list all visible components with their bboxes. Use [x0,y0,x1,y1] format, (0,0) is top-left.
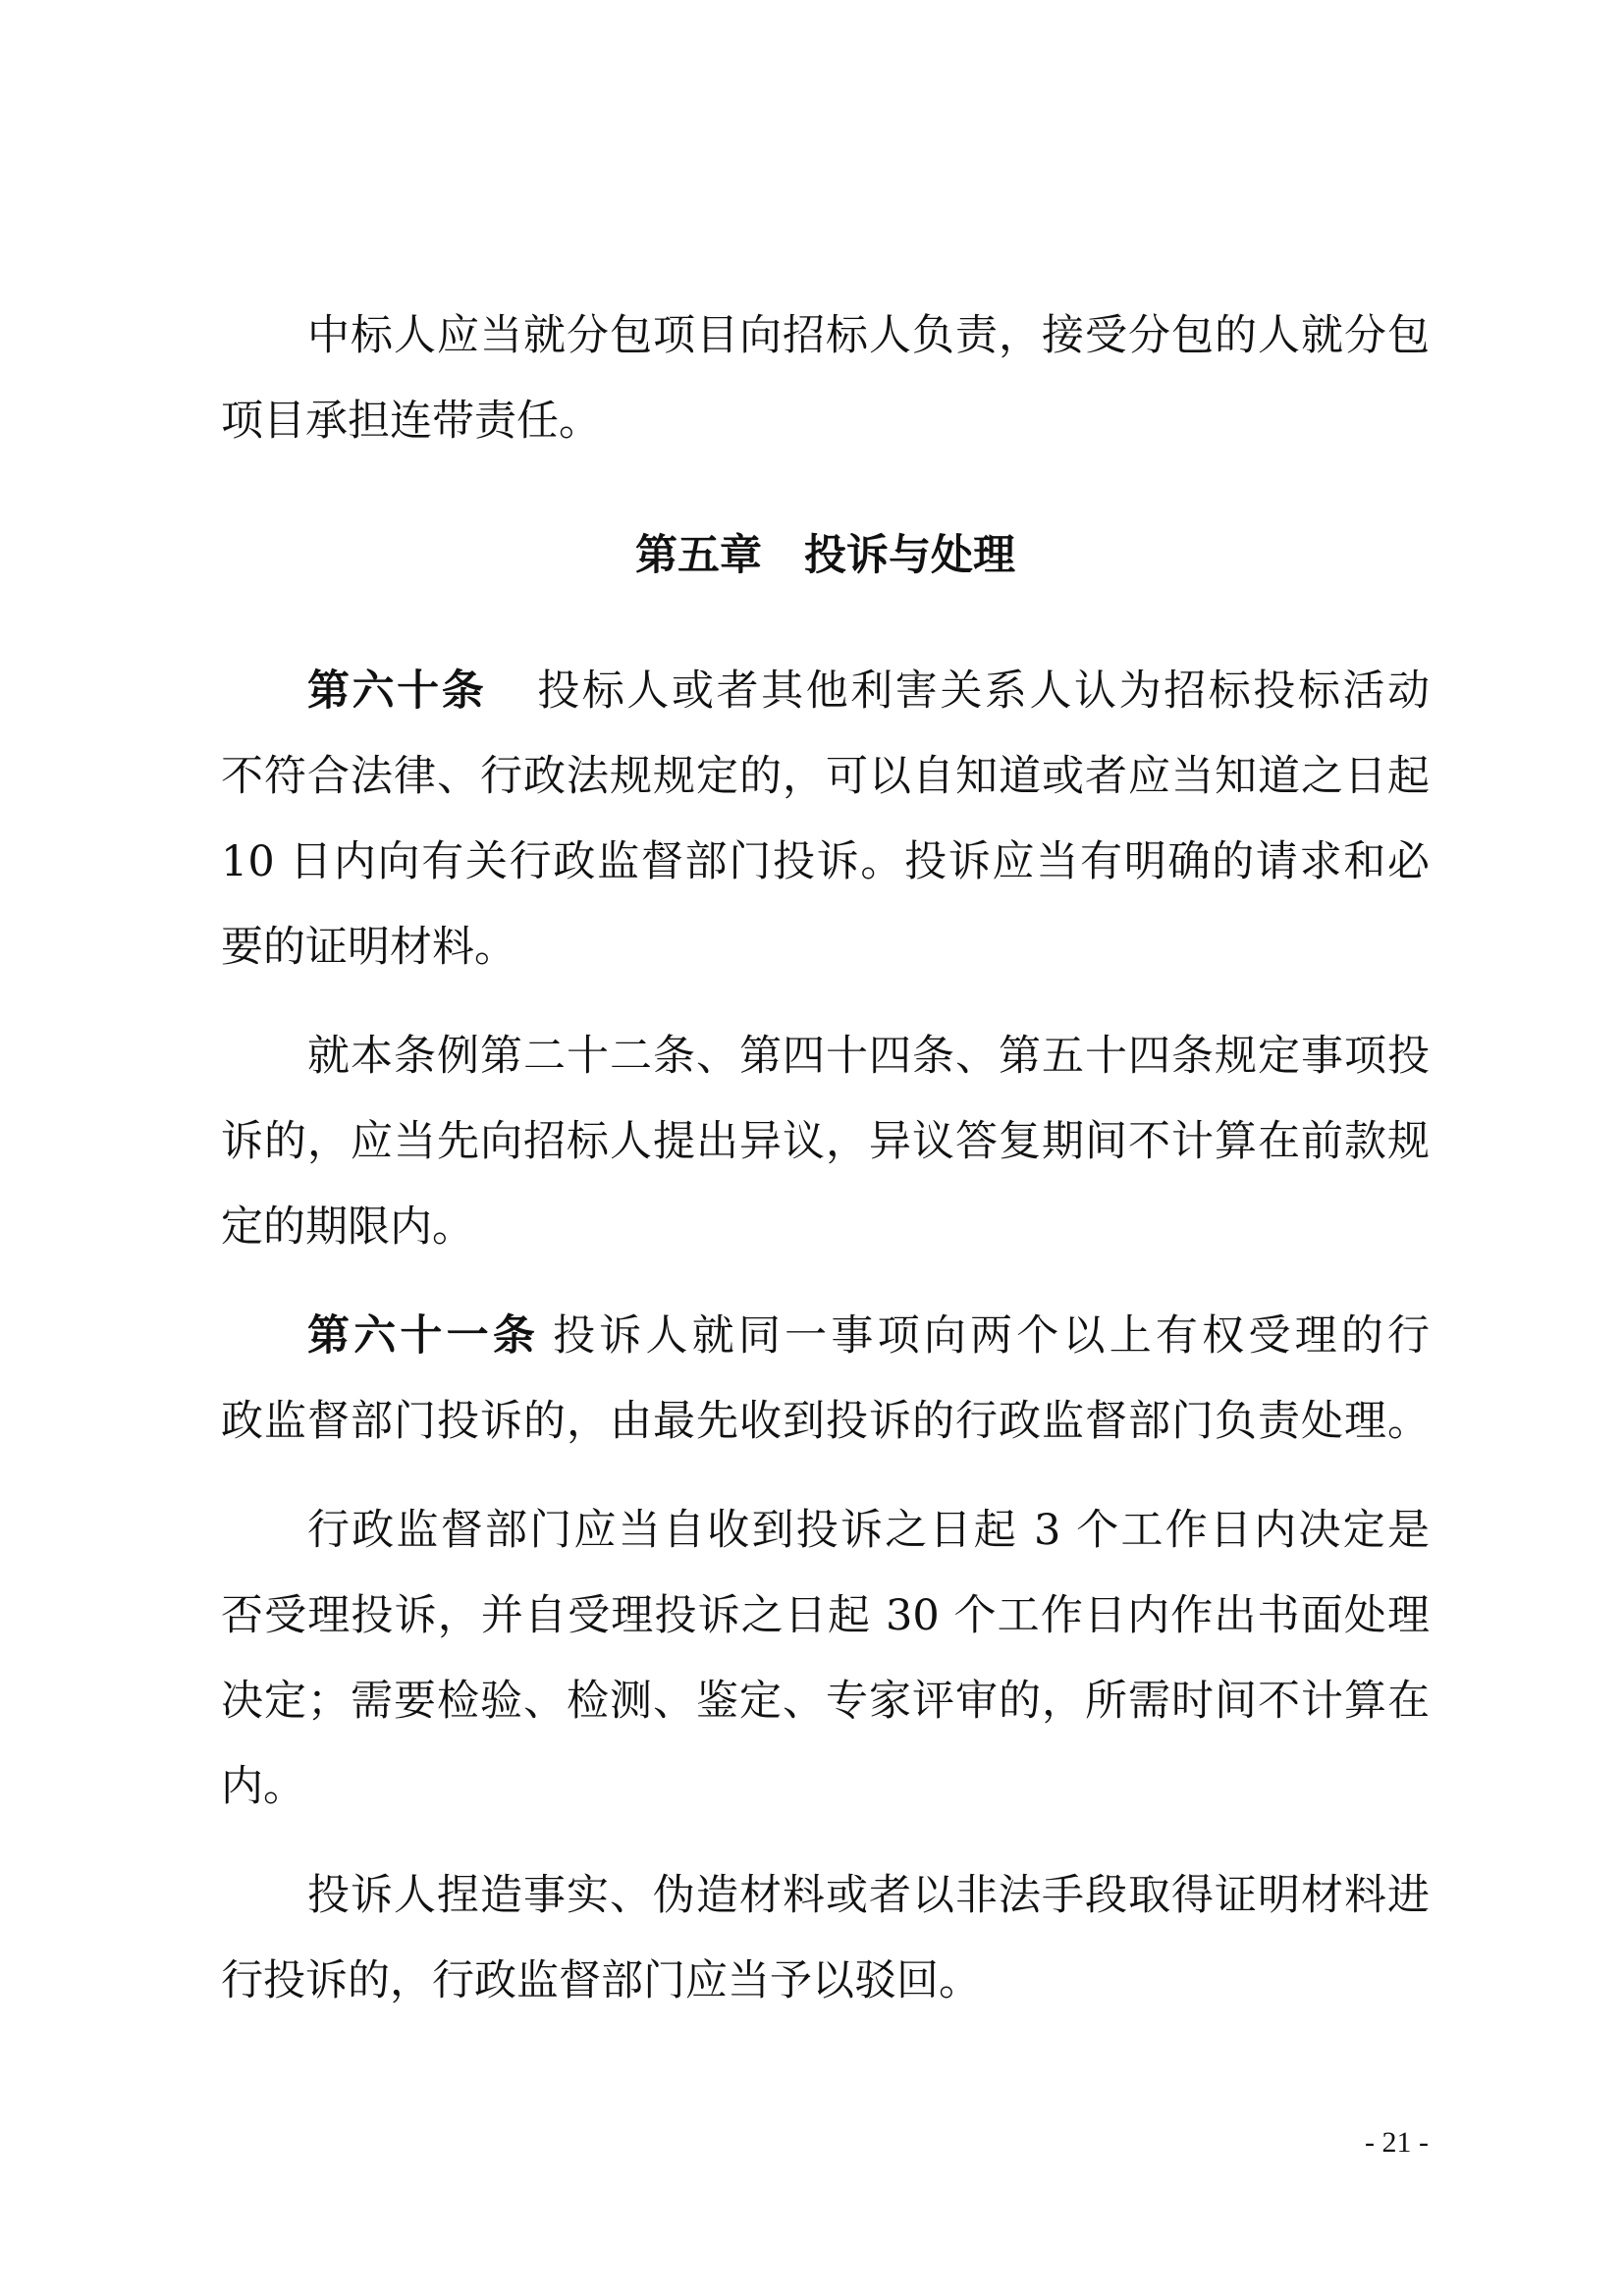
text-line [221,1294,1430,1379]
text-line: 行政监督部门应当自收到投诉之日起 3 个工作日内决定是 [307,1506,1430,1555]
page-number: - 21 - [1365,2126,1429,2159]
text-line [221,649,1430,734]
chapter-heading: 第五章 投诉与处理 [635,531,1015,580]
article-title: 第六十一条 [307,1311,540,1361]
article-title: 第六十条 [307,667,487,716]
text-line-content: 投诉人就同一事项向两个以上有权受理的行 [553,1311,1431,1361]
article-61-paragraph [221,1294,1430,1465]
text-line: 中标人应当就分包项目向招标人负责，接受分包的人就分包 [307,311,1430,360]
text-line: 定的期限内。 [221,1202,474,1252]
text-line-content: 投标人或者其他利害关系人认为招标投标活动 [537,667,1431,716]
text-line: 诉的，应当先向招标人提出异议，异议答复期间不计算在前款规 [221,1117,1430,1166]
article-60-paragraph [221,649,1430,990]
paragraph-carryover [221,294,1430,464]
text-line: 要的证明材料。 [221,923,516,972]
text-line: 10 日内向有关行政监督部门投诉。投诉应当有明确的请求和必 [221,837,1430,886]
text-line: 决定；需要检验、检测、鉴定、专家评审的，所需时间不计算在 [221,1677,1430,1726]
text-line: 就本条例第二十二条、第四十四条、第五十四条规定事项投 [307,1032,1430,1081]
text-line: 政监督部门投诉的，由最先收到投诉的行政监督部门负责处理。 [221,1397,1430,1446]
text-line: 否受理投诉，并自受理投诉之日起 30 个工作日内作出书面处理 [221,1591,1430,1640]
article-61-paragraph [221,1488,1430,1830]
article-61-paragraph [221,1853,1430,2024]
article-60-paragraph [221,1014,1430,1270]
text-line: 行投诉的，行政监督部门应当予以驳回。 [221,1956,981,2005]
text-line: 内。 [221,1762,305,1811]
text-line: 投诉人捏造事实、伪造材料或者以非法手段取得证明材料进 [307,1871,1430,1920]
text-line: 项目承担连带责任。 [221,397,601,446]
document-body [221,294,1430,2024]
text-line: 不符合法律、行政法规规定的，可以自知道或者应当知道之日起 [221,752,1430,801]
